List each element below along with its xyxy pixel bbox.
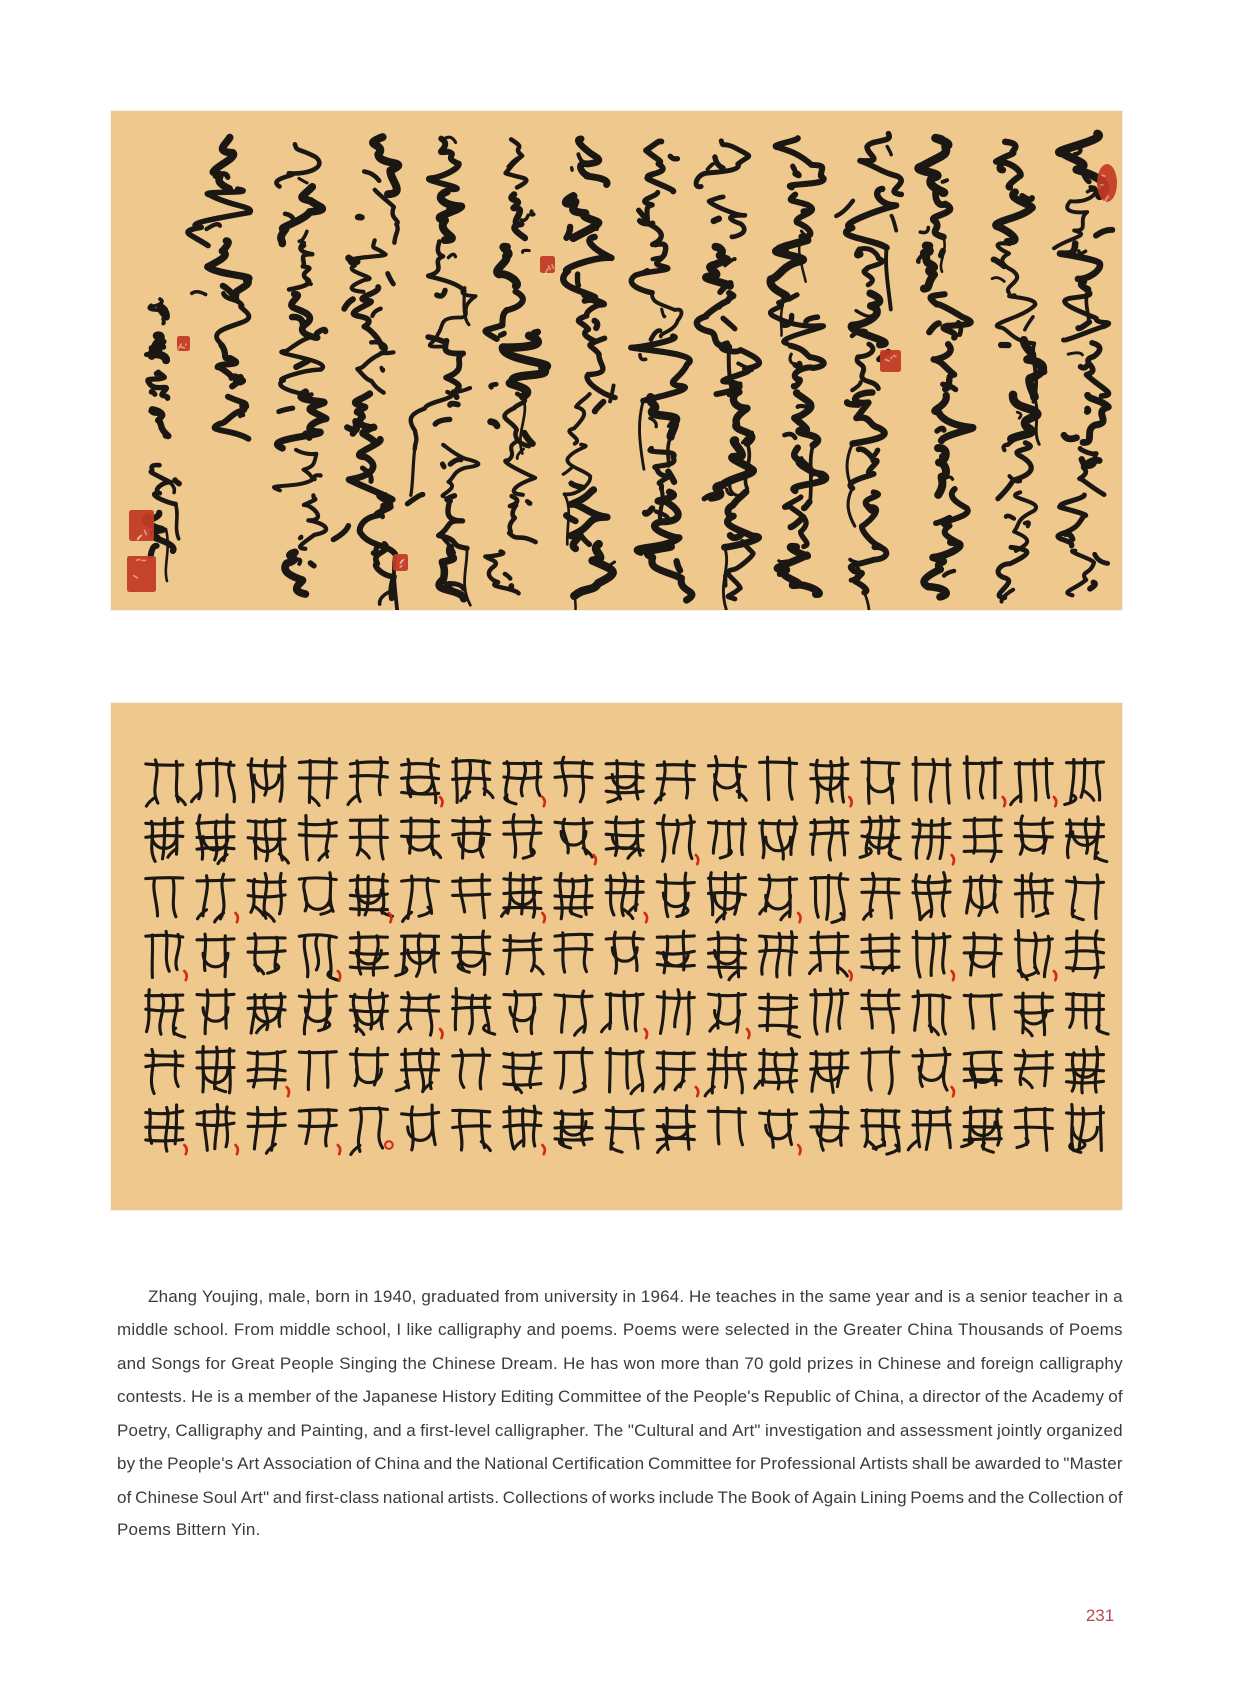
bio-line: of Chinese Soul Art" and first-class national artists. Collections of works include The Book of Again Lining Poems and the Collection of (117, 1487, 1123, 1507)
calligraphy-cursive-artwork (111, 111, 1122, 610)
bio-line: middle school. From middle school, I like calligraphy and poems. Poems were selected in the Greater China Thousands of Poems (117, 1320, 1123, 1340)
seal-script-calligraphy-canvas (111, 703, 1122, 1210)
cursive-calligraphy-canvas (111, 111, 1122, 610)
page-number: 231 (1085, 1606, 1115, 1625)
bio-line: and Songs for Great People Singing the Chinese Dream. He has won more than 70 gold prizes in Chinese and foreign calligraphy (117, 1353, 1123, 1373)
bio-line: contests. He is a member of the Japanese History Editing Committee of the People's Republic of China, a director of the Academy of (117, 1387, 1123, 1407)
artist-biography (117, 1286, 1123, 1554)
calligraphy-seal-script-artwork (111, 703, 1122, 1210)
bio-line: Poetry, Calligraphy and Painting, and a first-level calligrapher. The "Cultural and Art" investigation and assessment jointly organized (117, 1420, 1123, 1440)
bio-line: by the People's Art Association of China and the National Certification Committee for Professional Artists shall be awarded to "Master (117, 1454, 1123, 1474)
bio-line: Zhang Youjing, male, born in 1940, graduated from university in 1964. He teaches in the same year and is a senior teacher in a (148, 1287, 1123, 1306)
bio-line: Poems Bittern Yin. (117, 1520, 261, 1540)
